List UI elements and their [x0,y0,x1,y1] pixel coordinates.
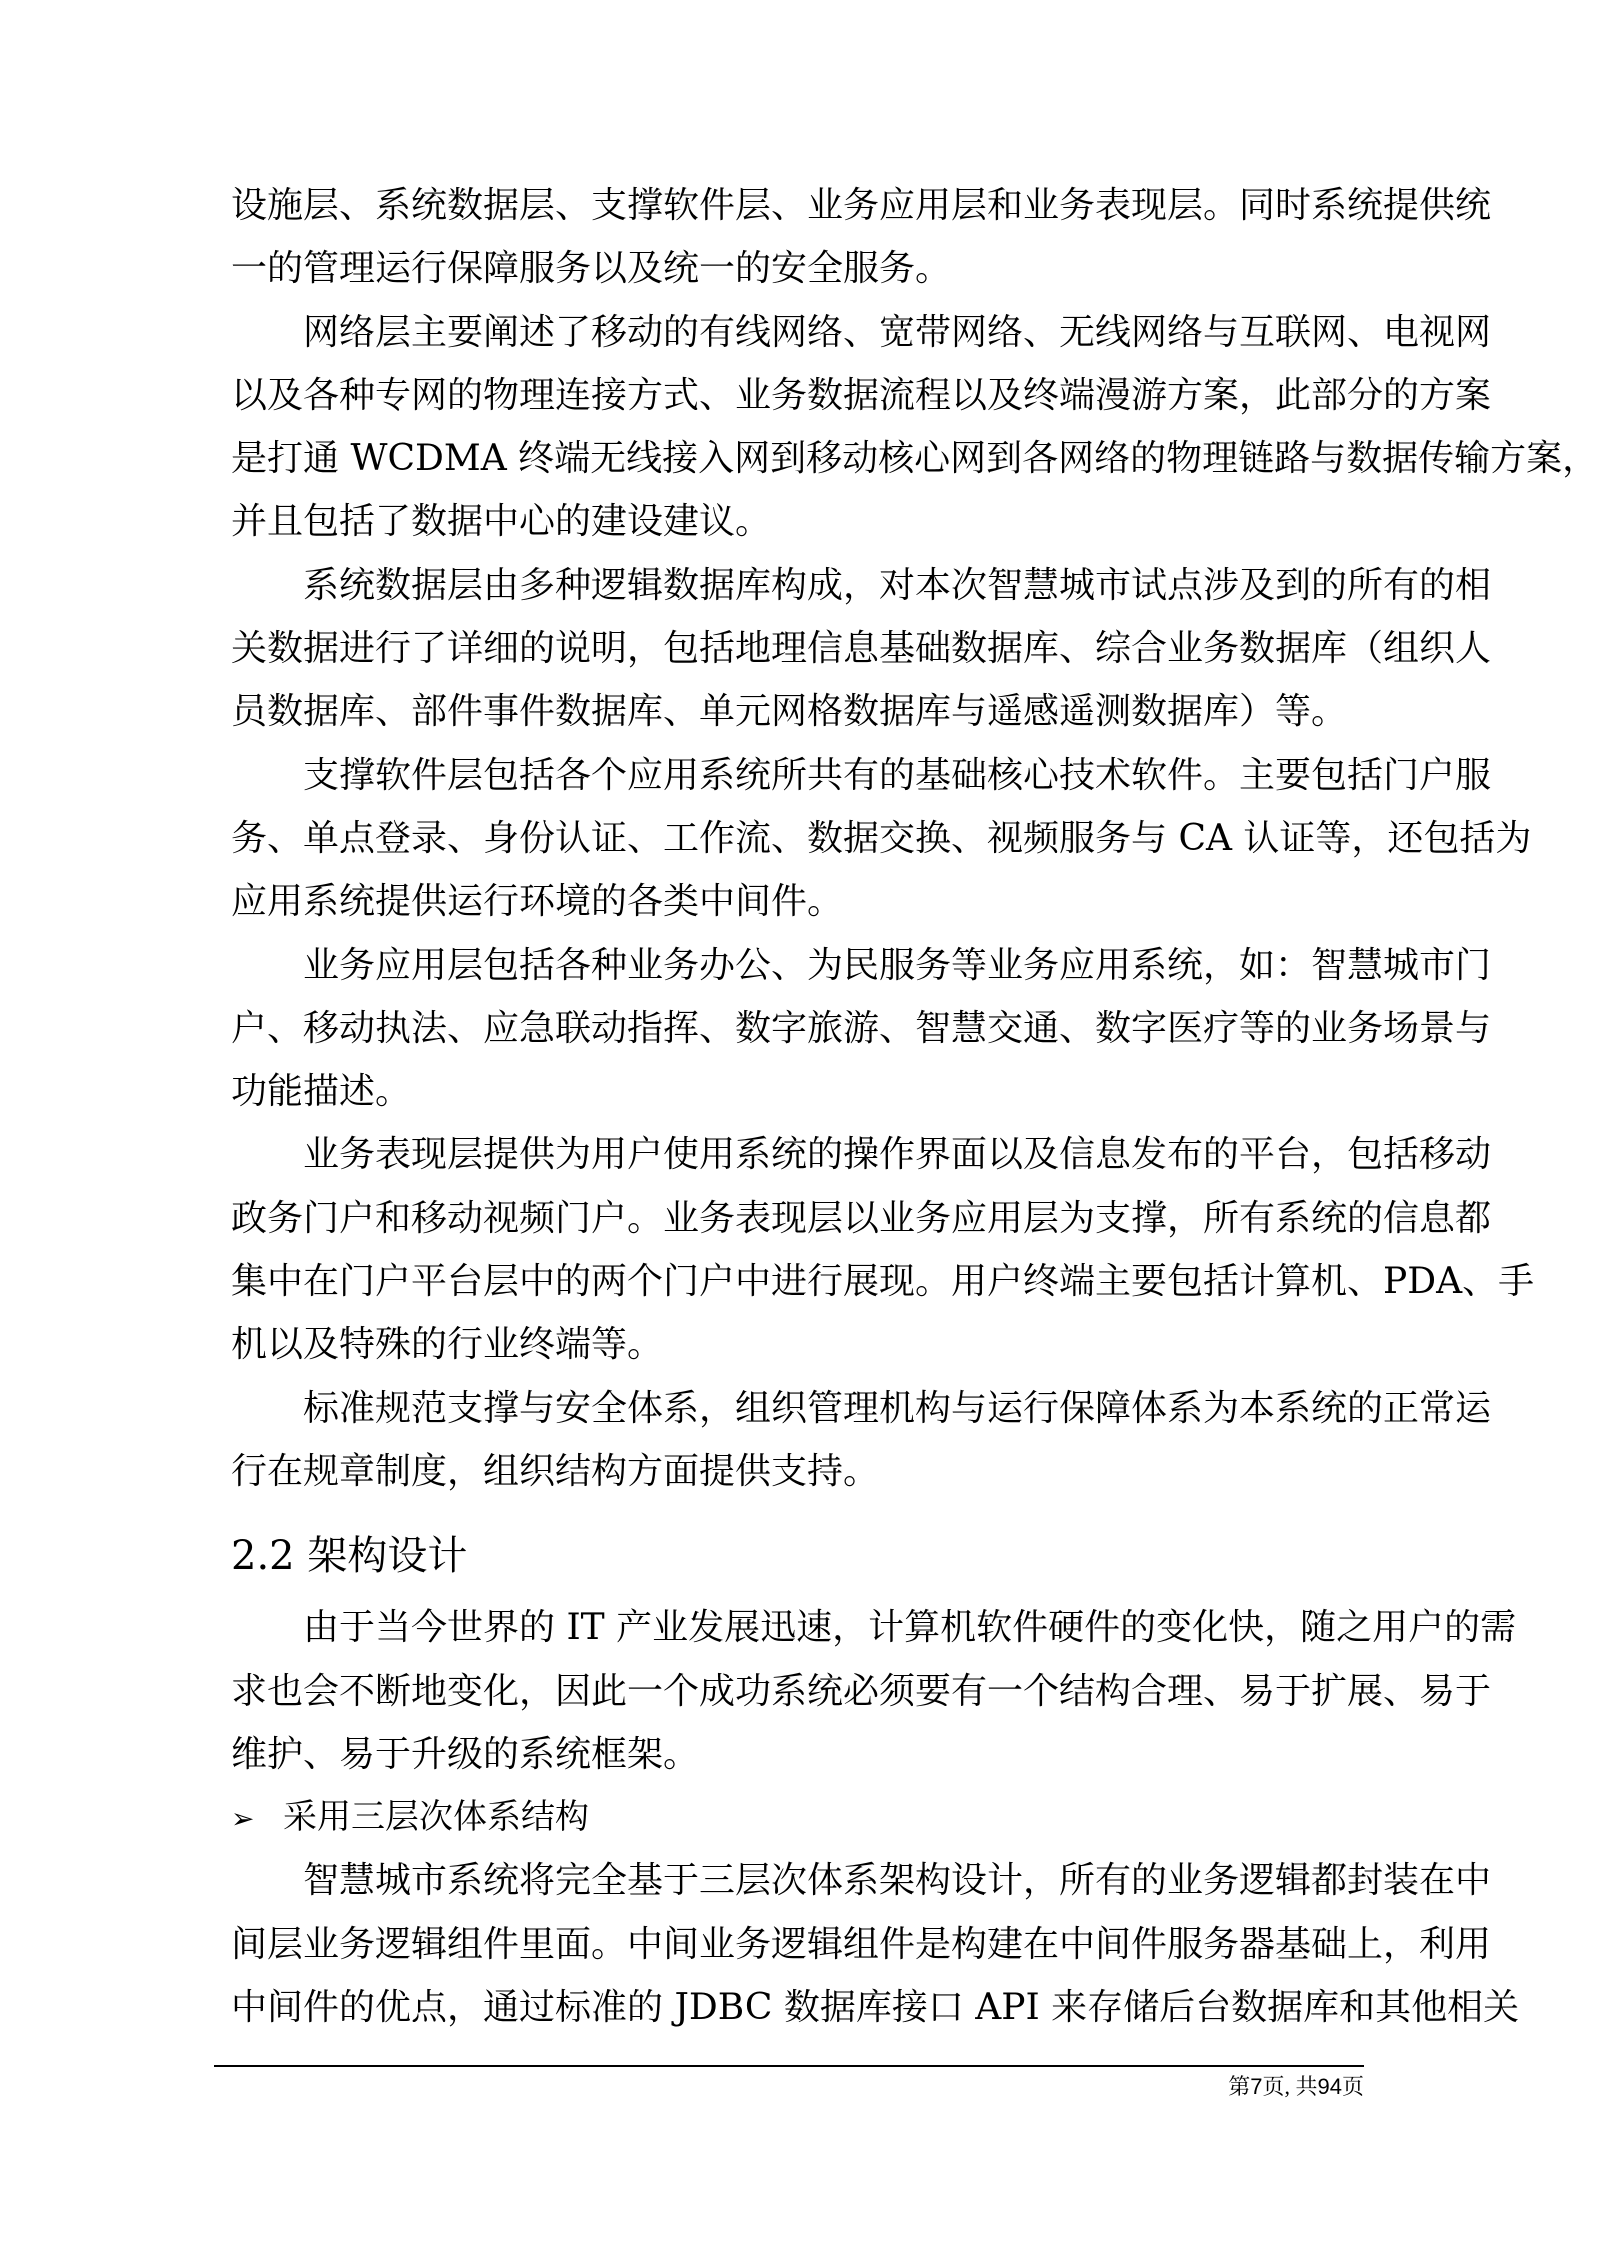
paragraph [231,934,1492,1124]
paragraph [231,1123,1535,1376]
text-line: 并且包括了数据中心的建设建议。 [231,501,772,543]
text-line: 行在规章制度，组织结构方面提供支持。 [231,1450,880,1492]
text-line: 机以及特殊的行业终端等。 [231,1324,664,1366]
paragraph [231,554,1492,744]
bullet-text: 采用三层次体系结构 [283,1797,589,1838]
text-line: 集中在门户平台层中的两个门户中进行展现。用户终端主要包括计算机、PDA、手 [231,1261,1535,1303]
current-page: 7 [1250,2074,1263,2099]
paragraph [231,744,1532,934]
text-line: 业务表现层提供为用户使用系统的操作界面以及信息发布的平台，包括移动 [303,1134,1492,1176]
text-line: 系统数据层由多种逻辑数据库构成，对本次智慧城市试点涉及到的所有的相 [303,564,1492,606]
section-heading: 2.2 架构设计 [231,1533,468,1580]
text-line: 智慧城市系统将完全基于三层次体系架构设计，所有的业务逻辑都封装在中 [303,1860,1492,1902]
text-line: 业务应用层包括各种业务办公、为民服务等业务应用系统，如：智慧城市门 [303,944,1492,986]
paragraph [231,1377,1492,1504]
text-line: 务、单点登录、身份认证、工作流、数据交换、视频服务与 CA 认证等，还包括为 [231,817,1532,859]
text-line: 一的管理运行保障服务以及统一的安全服务。 [231,248,952,290]
page-number [1228,2070,1364,2101]
page-middle: 页, 共 [1262,2074,1318,2099]
arrow-bullet-icon: ➢ [231,1802,255,1836]
text-line: 户、移动执法、应急联动指挥、数字旅游、智慧交通、数字医疗等的业务场景与 [231,1007,1492,1049]
text-line: 应用系统提供运行环境的各类中间件。 [231,881,844,923]
three-tier-paragraph [231,1849,1520,2039]
text-line: 政务门户和移动视频门户。业务表现层以业务应用层为支撑，所有系统的信息都 [231,1197,1492,1239]
total-pages: 94 [1317,2074,1342,2099]
paragraph [231,174,1492,301]
text-line: 是打通 WCDMA 终端无线接入网到移动核心网到各网络的物理链路与数据传输方案， [231,438,1598,480]
page-suffix: 页 [1341,2074,1364,2099]
document-body [231,174,1598,2039]
intro-section [231,174,1598,1503]
text-line: 标准规范支撑与安全体系，组织管理机构与运行保障体系为本系统的正常运 [303,1387,1492,1429]
architecture-paragraph [231,1596,1517,1786]
text-line: 中间件的优点，通过标准的 JDBC 数据库接口 API 来存储后台数据库和其他相关 [231,1987,1520,2029]
page-prefix: 第 [1228,2074,1251,2099]
bullet-heading [231,1786,1371,1849]
text-line: 员数据库、部件事件数据库、单元网格数据库与遥感遥测数据库）等。 [231,691,1348,733]
paragraph [231,301,1598,554]
text-line: 功能描述。 [231,1071,412,1113]
text-line: 维护、易于升级的系统框架。 [231,1733,700,1775]
text-line: 支撑软件层包括各个应用系统所共有的基础核心技术软件。主要包括门户服 [303,754,1492,796]
text-line: 求也会不断地变化，因此一个成功系统必须要有一个结构合理、易于扩展、易于 [231,1670,1492,1712]
text-line: 关数据进行了详细的说明，包括地理信息基础数据库、综合业务数据库（组织人 [231,628,1492,670]
text-line: 以及各种专网的物理连接方式、业务数据流程以及终端漫游方案，此部分的方案 [231,374,1492,416]
footer-divider [214,2065,1364,2067]
text-line: 间层业务逻辑组件里面。中间业务逻辑组件是构建在中间件服务器基础上，利用 [231,1923,1492,1965]
text-line: 网络层主要阐述了移动的有线网络、宽带网络、无线网络与互联网、电视网 [303,311,1492,353]
text-line: 设施层、系统数据层、支撑软件层、业务应用层和业务表现层。同时系统提供统 [231,185,1492,226]
text-line: 由于当今世界的 IT 产业发展迅速，计算机软件硬件的变化快，随之用户的需 [303,1607,1517,1649]
